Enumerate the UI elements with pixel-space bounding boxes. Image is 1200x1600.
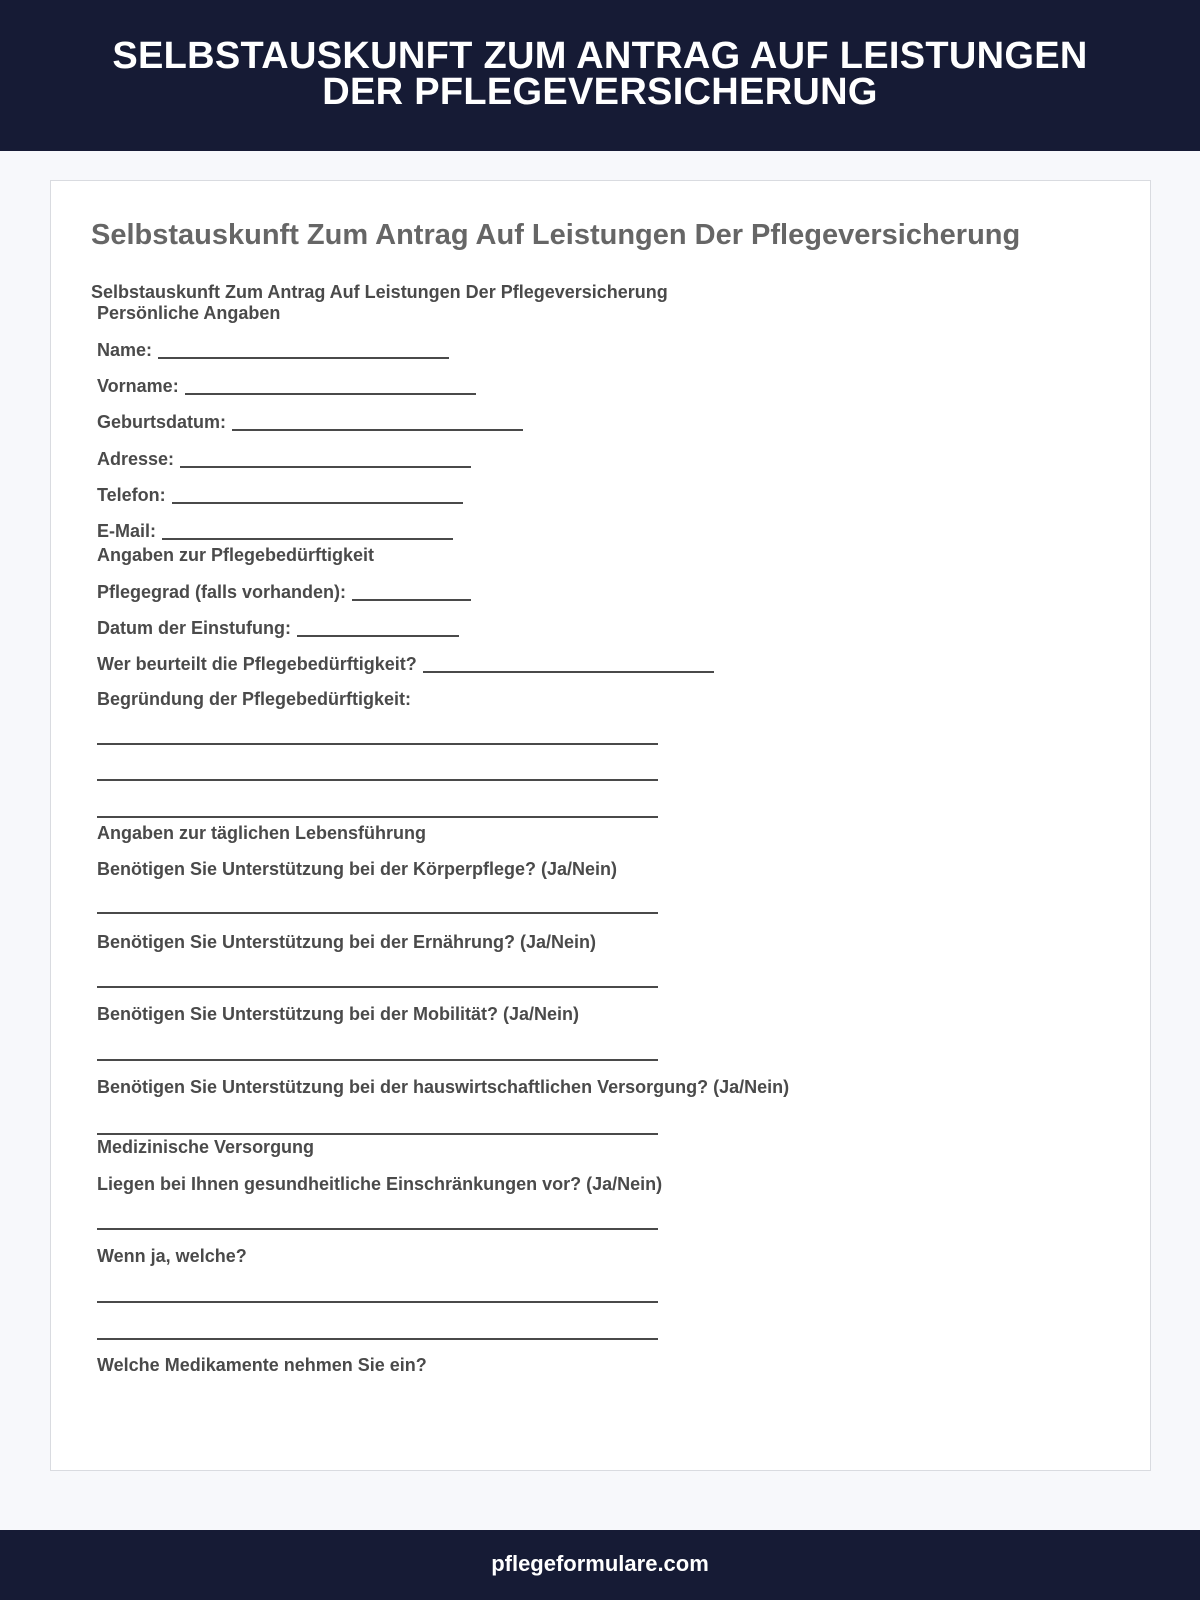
- pflegegrad-input-line[interactable]: [352, 583, 471, 601]
- field-vorname: [97, 374, 476, 397]
- begruendung-input-line-1[interactable]: [97, 743, 658, 745]
- field-begruendung-label: Begründung der Pflegebedürftigkeit:: [97, 689, 412, 709]
- field-geburtsdatum: [97, 410, 523, 433]
- field-beurteiler: [97, 652, 714, 675]
- field-adresse-label: Adresse:: [97, 449, 175, 469]
- footer-site-link[interactable]: pflegeformulare.com: [491, 1551, 709, 1576]
- question-hauswirtschaft: Benötigen Sie Unterstützung bei der hauswirtschaftlichen Versorgung? (Ja/Nein): [97, 1077, 790, 1097]
- field-pflegegrad: [97, 580, 471, 603]
- question-einschraenkungen: Liegen bei Ihnen gesundheitliche Einschränkungen vor? (Ja/Nein): [97, 1174, 663, 1194]
- datum-einstufung-input-line[interactable]: [297, 619, 459, 637]
- welche-answer-line-2[interactable]: [97, 1338, 658, 1340]
- welche-answer-line-1[interactable]: [97, 1301, 658, 1303]
- geburtsdatum-input-line[interactable]: [232, 413, 523, 431]
- field-geburtsdatum-label: Geburtsdatum:: [97, 412, 227, 432]
- question-ernaehrung: Benötigen Sie Unterstützung bei der Ernährung? (Ja/Nein): [97, 932, 597, 952]
- field-telefon-label: Telefon:: [97, 485, 166, 505]
- field-name-label: Name:: [97, 340, 153, 360]
- hauswirtschaft-answer-line[interactable]: [97, 1133, 658, 1135]
- field-email-label: E-Mail:: [97, 521, 157, 541]
- section-heading-daily-life: Angaben zur täglichen Lebensführung: [97, 823, 427, 843]
- document-title: Selbstauskunft Zum Antrag Auf Leistungen Der Pflegeversicherung: [91, 219, 1021, 251]
- email-input-line[interactable]: [162, 522, 453, 540]
- vorname-input-line[interactable]: [185, 377, 476, 395]
- field-pflegegrad-label: Pflegegrad (falls vorhanden):: [97, 582, 347, 602]
- page-header-title: SELBSTAUSKUNFT ZUM ANTRAG AUF LEISTUNGEN DER PFLEGEVERSICHERUNG: [112, 34, 1088, 113]
- koerperpflege-answer-line[interactable]: [97, 912, 658, 914]
- page-header: [0, 0, 1200, 151]
- adresse-input-line[interactable]: [180, 450, 471, 468]
- field-datum-einstufung: [97, 616, 459, 639]
- field-beurteiler-label: Wer beurteilt die Pflegebedürftigkeit?: [97, 654, 417, 674]
- telefon-input-line[interactable]: [172, 486, 463, 504]
- begruendung-input-line-3[interactable]: [97, 816, 658, 818]
- mobilitaet-answer-line[interactable]: [97, 1059, 658, 1061]
- field-name: [97, 338, 449, 361]
- section-heading-personal: Persönliche Angaben: [97, 303, 281, 323]
- question-mobilitaet: Benötigen Sie Unterstützung bei der Mobilität? (Ja/Nein): [97, 1004, 580, 1024]
- page-footer: [0, 1530, 1200, 1600]
- section-heading-care-need: Angaben zur Pflegebedürftigkeit: [97, 545, 375, 565]
- begruendung-input-line-2[interactable]: [97, 779, 658, 781]
- field-telefon: [97, 483, 463, 506]
- document-subtitle: Selbstauskunft Zum Antrag Auf Leistungen Der Pflegeversicherung: [91, 282, 668, 302]
- field-datum-einstufung-label: Datum der Einstufung:: [97, 618, 291, 638]
- beurteiler-input-line[interactable]: [423, 655, 714, 673]
- field-email: [97, 519, 453, 542]
- ernaehrung-answer-line[interactable]: [97, 986, 658, 988]
- question-koerperpflege: Benötigen Sie Unterstützung bei der Körperpflege? (Ja/Nein): [97, 859, 618, 879]
- question-welche: Wenn ja, welche?: [97, 1246, 247, 1266]
- field-vorname-label: Vorname:: [97, 376, 179, 396]
- einschraenkungen-answer-line[interactable]: [97, 1228, 658, 1230]
- name-input-line[interactable]: [158, 341, 449, 359]
- section-heading-medical: Medizinische Versorgung: [97, 1137, 315, 1157]
- question-medikamente: Welche Medikamente nehmen Sie ein?: [97, 1355, 427, 1375]
- field-adresse: [97, 447, 471, 470]
- form-card: [50, 180, 1151, 1471]
